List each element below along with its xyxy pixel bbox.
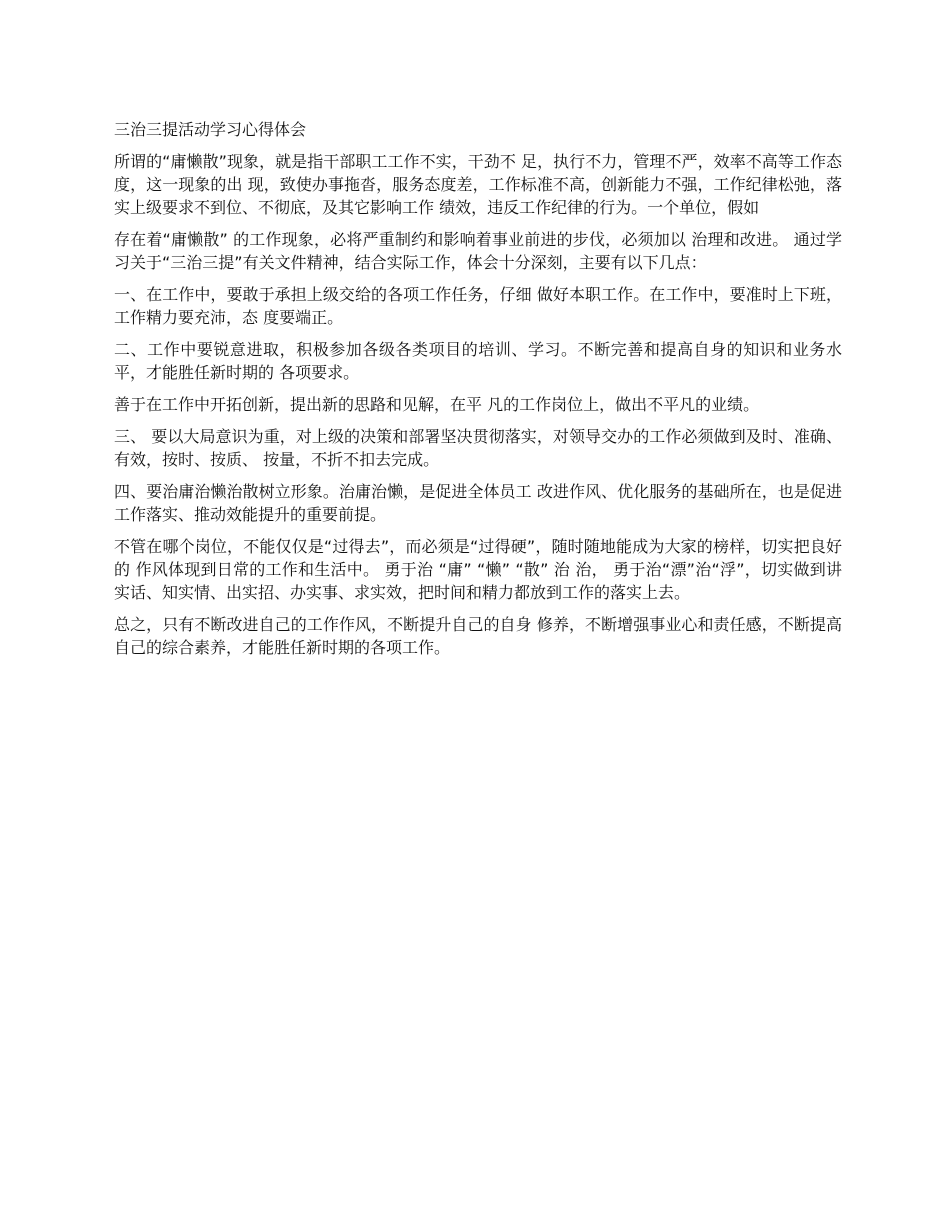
paragraph-1: 所谓的“庸懒散”现象，就是指干部职工工作不实，干劲不 足，执行不力，管理不严，效率不高等工作态度，这一现象的出 现，致使办事拖沓，服务态度差，工作标准不高，创新能力不强，工作纪律松弛，落实上级要求不到位、不彻底，及其它影响工作 绩效，违反工作纪律的行为。一个单位，假如 [114, 152, 842, 217]
paragraph-5: 善于在工作中开拓创新，提出新的思路和见解，在平 凡的工作岗位上，做出不平凡的业绩。 [114, 395, 760, 414]
paragraph-3: 一、在工作中，要敢于承担上级交给的各项工作任务，仔细 做好本职工作。在工作中，要准时上下班，工作精力要充沛，态 度要端正。 [114, 285, 842, 327]
paragraph-8: 不管在哪个岗位，不能仅仅是“过得去”，而必须是“过得硬”，随时随地能成为大家的榜样，切实把良好的 作风体现到日常的工作和生活中。 勇于治 “庸” “懒” “散” 治 治， 勇于治“漂”治“浮”，切实做到讲实话、知实情、出实招、办实事、求实效，把时间和精力都放到工作的落实上去。 [114, 537, 842, 602]
paragraph-4: 二、工作中要锐意进取，积极参加各级各类项目的培训、学习。不断完善和提高自身的知识和业务水平，才能胜任新时期的 各项要求。 [114, 340, 842, 382]
paragraph-2: 存在着“庸懒散” 的工作现象，必将严重制约和影响着事业前进的步伐，必须加以 治理和改进。 通过学习关于“三治三提”有关文件精神，结合实际工作，体会十分深刻，主要有以下几点： [114, 230, 842, 272]
paragraph-7: 四、要治庸治懒治散树立形象。治庸治懒，是促进全体员工 改进作风、优化服务的基础所在，也是促进工作落实、推动效能提升的重要前提。 [114, 482, 842, 524]
document-title: 三治三提活动学习心得体会 [114, 120, 307, 139]
paragraph-6: 三、 要以大局意识为重，对上级的决策和部署坚决贯彻落实，对领导交办的工作必须做到及时、准确、有效，按时、按质、 按量，不折不扣去完成。 [114, 427, 842, 469]
paragraph-9: 总之，只有不断改进自己的工作作风，不断提升自己的自身 修养，不断增强事业心和责任感，不断提高自己的综合素养，才能胜任新时期的各项工作。 [114, 615, 842, 657]
document-page [114, 118, 842, 668]
